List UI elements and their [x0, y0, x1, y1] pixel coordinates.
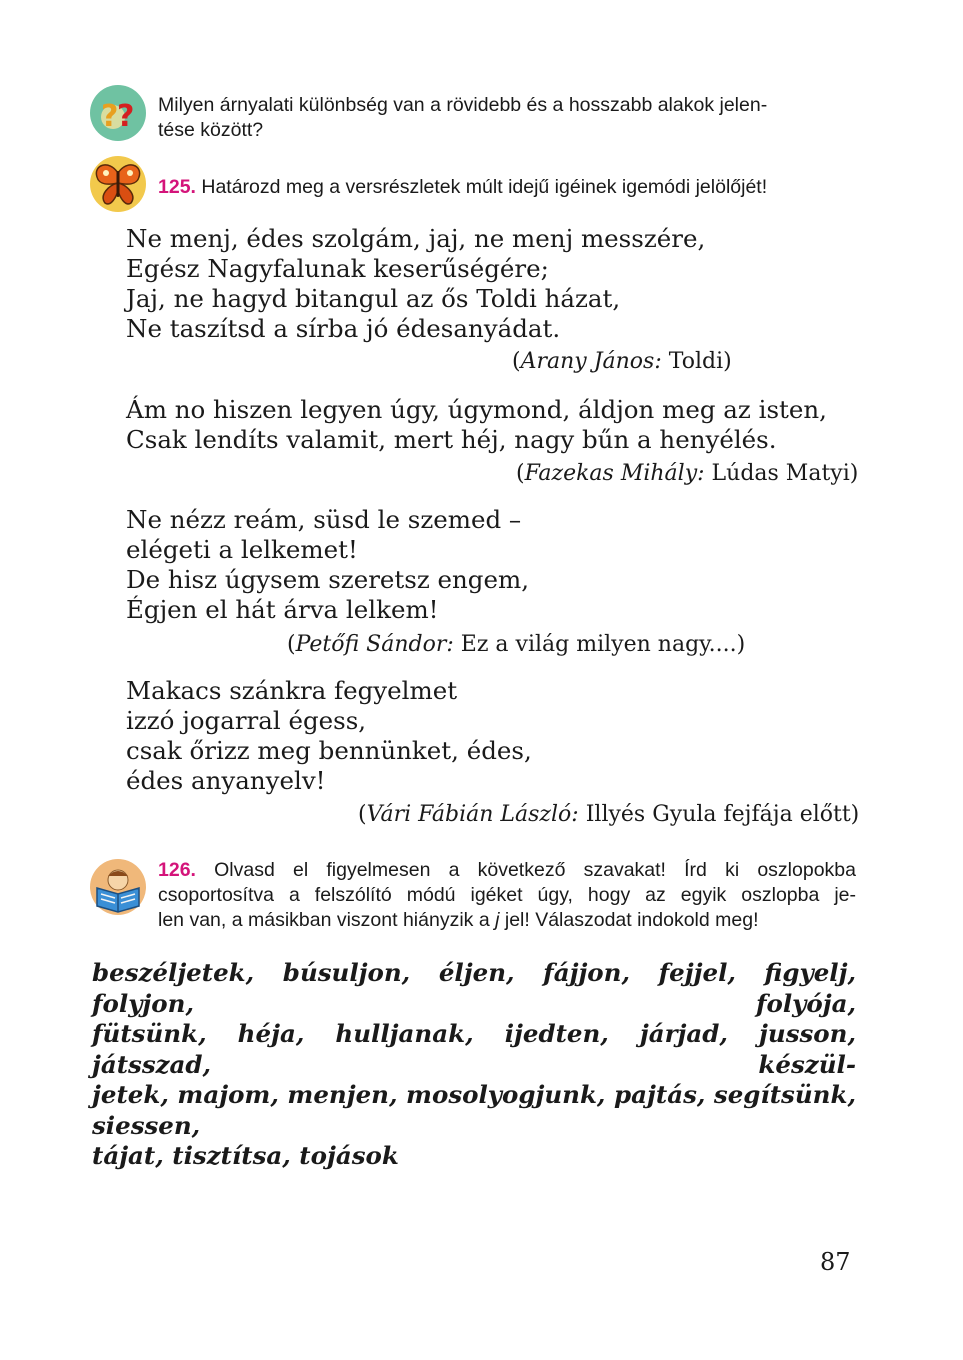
poem-line: Ne taszítsd a sírba jó édesanyádat.	[126, 314, 561, 343]
task-126-line-1	[158, 858, 856, 883]
source-author: Arany János:	[520, 349, 662, 374]
poem-line: Csak lendíts valamit, mert héj, nagy bűn a henyélés.	[126, 425, 777, 454]
question-line-1: Milyen árnyalati különbség van a rövidebb és a hosszabb alakok jelen-	[158, 94, 768, 116]
poem-line: elégeti a lelkemet!	[126, 535, 358, 564]
reading-book-icon	[89, 858, 147, 916]
source-author: Fazekas Mihály:	[524, 461, 705, 486]
poem-line: izzó jogarral égess,	[126, 706, 367, 735]
task-126-line-3-text: len van, a másikban viszont hiányzik a	[158, 909, 496, 931]
source-work: Toldi)	[661, 349, 732, 374]
task-126-text	[158, 858, 856, 933]
svg-text:?: ?	[117, 99, 135, 134]
question-line-2: tése között?	[158, 119, 264, 141]
poem-4-source: (Vári Fábián László: Illyés Gyula fejfája előtt)	[358, 802, 860, 827]
poem-1	[126, 224, 705, 344]
poem-2-source: (Fazekas Mihály: Lúdas Matyi)	[516, 461, 859, 486]
task-126-line-2: csoportosítva a felszólító módú igéket úgy, hogy az egyik oszlopba je-	[158, 884, 856, 906]
poem-3-source: (Petőfi Sándor: Ez a világ milyen nagy....)	[287, 632, 746, 657]
word-list-line: jetek, majom, menjen, mosolyogjunk, pajtás, segítsünk, siessen,	[92, 1080, 856, 1140]
poem-line: De hisz úgysem szeretsz engem,	[126, 565, 529, 594]
poem-1-source: (Arany János: Toldi)	[512, 349, 732, 374]
butterfly-icon	[89, 155, 147, 213]
poem-line: Égjen el hát árva lelkem!	[126, 595, 439, 624]
task-125-text	[158, 175, 767, 200]
word-list	[92, 958, 856, 1172]
word-list-line: tájat, tisztítsa, tojások	[92, 1141, 399, 1170]
poem-2	[126, 395, 827, 455]
poem-line: édes anyanyelv!	[126, 766, 326, 795]
task-126-line-1-text: Olvasd el figyelmesen a következő szavakat! Írd ki oszlopokba	[195, 859, 856, 881]
svg-text:?: ?	[101, 99, 119, 134]
word-list-line: beszéljetek, búsuljon, éljen, fájjon, fejjel, figyelj, folyjon, folyója,	[92, 958, 856, 1018]
task-125-number: 125.	[158, 176, 196, 198]
source-work: Illyés Gyula fejfája előtt)	[578, 802, 860, 827]
poem-line: Jaj, ne hagyd bitangul az ős Toldi házat,	[126, 284, 621, 313]
poem-3	[126, 505, 529, 625]
poem-line: csak őrizz meg bennünket, édes,	[126, 736, 532, 765]
poem-line: Makacs szánkra fegyelmet	[126, 676, 458, 705]
source-work: Ez a világ milyen nagy....)	[453, 632, 746, 657]
poem-line: Egész Nagyfalunak keserűségére;	[126, 254, 549, 283]
task-125-instruction: Határozd meg a versrészletek múlt idejű igéinek igemódi jelölőjét!	[195, 176, 768, 198]
task-126-line-3	[158, 908, 856, 933]
poem-line: Ám no hiszen legyen úgy, úgymond, áldjon meg az isten,	[126, 395, 827, 424]
task-126-j-letter: j	[495, 909, 500, 931]
source-author: Petőfi Sándor:	[295, 632, 454, 657]
question-text	[158, 93, 858, 143]
source-work: Lúdas Matyi)	[704, 461, 859, 486]
poem-line: Ne menj, édes szolgám, jaj, ne menj messzére,	[126, 224, 706, 253]
word-list-line: fütsünk, héja, hulljanak, ijedten, járjad, jusson, játsszad, készül-	[92, 1019, 856, 1079]
source-author: Vári Fábián László:	[366, 802, 579, 827]
poem-line: Ne nézz reám, süsd le szemed –	[126, 505, 522, 534]
question-marks-icon	[89, 84, 147, 142]
task-126-number: 126.	[158, 859, 196, 881]
task-126-line-3-end: jel! Válaszodat indokold meg!	[499, 909, 759, 931]
page-number: 87	[820, 1248, 851, 1276]
poem-4	[126, 676, 532, 796]
